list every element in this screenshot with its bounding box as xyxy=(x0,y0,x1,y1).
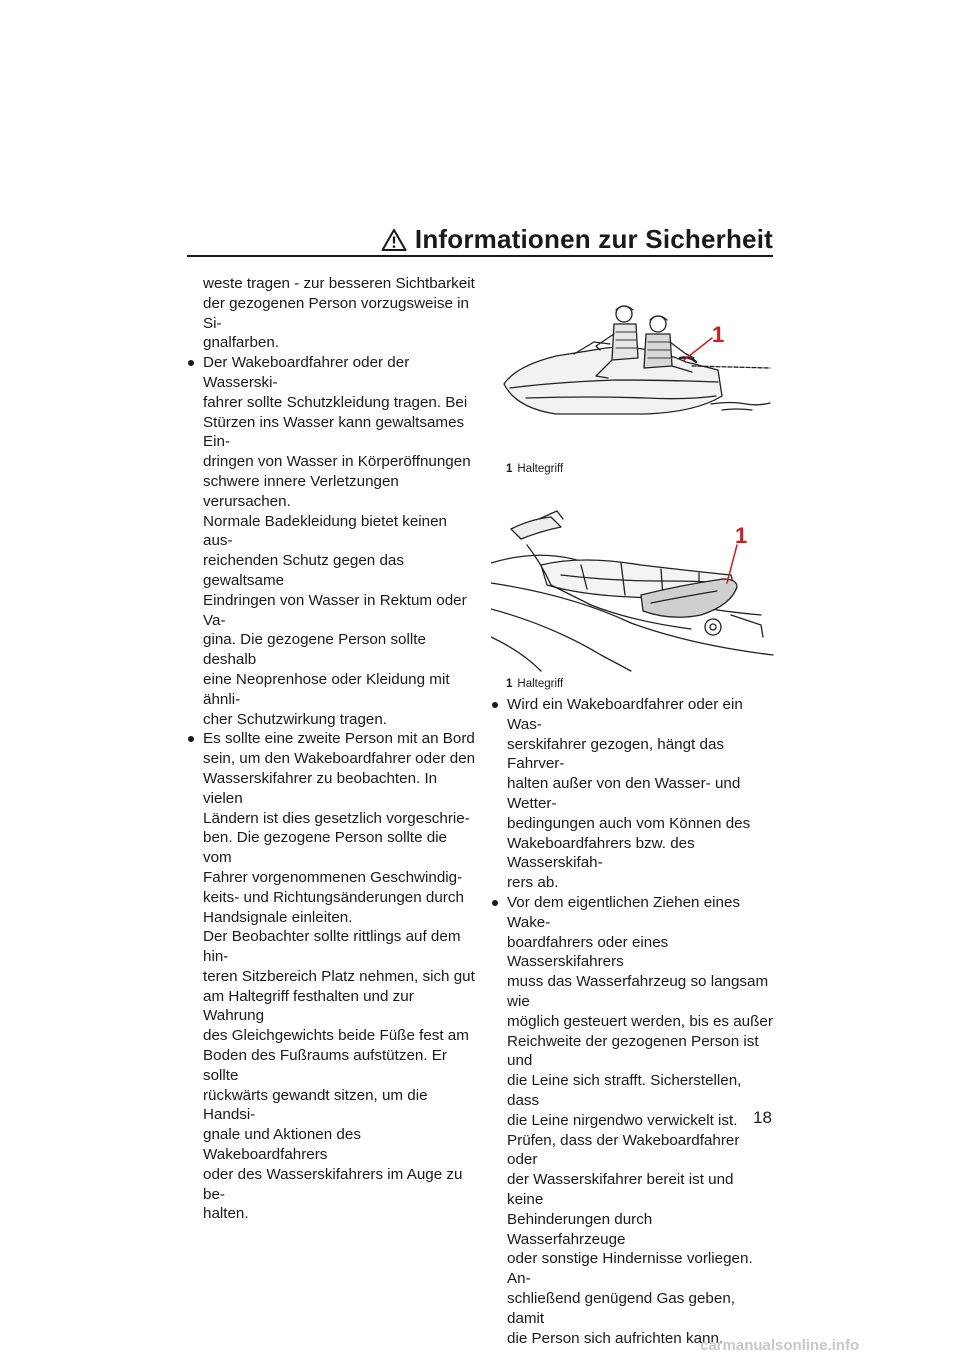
text-line: schließend genügend Gas geben, damit xyxy=(507,1289,735,1327)
text-line: die Leine nirgendwo verwickelt ist. xyxy=(507,1111,738,1129)
watermark: carmanualsonline.info xyxy=(700,1337,860,1354)
bullet-before-towing xyxy=(491,893,773,1348)
text-line: fahrer sollte Schutzkleidung tragen. Bei xyxy=(203,393,468,411)
text-line: halten außer von den Wasser- und Wetter- xyxy=(507,775,741,812)
text-line: boardfahrers oder eines Wasserskifahrers xyxy=(507,933,669,971)
text-line: rers ab. xyxy=(507,874,559,892)
text-line: möglich gesteuert werden, bis es außer xyxy=(507,1012,773,1030)
text-line: Ländern ist dies gesetzlich vorgeschrie- xyxy=(203,809,470,827)
text-line: Es sollte eine zweite Person mit an Bord xyxy=(203,730,475,748)
figure1-caption xyxy=(506,462,563,476)
bullet-towing-behavior xyxy=(491,695,773,893)
text-line: Behinderungen durch Wasserfahrzeuge xyxy=(507,1210,653,1248)
caption-text: Haltegriff xyxy=(517,678,564,690)
text-line: oder des Wasserskifahrers im Auge zu be- xyxy=(203,1165,463,1203)
text-line: Stürzen ins Wasser kann gewaltsames Ein- xyxy=(203,413,465,451)
text-line: schwere innere Verletzungen verursachen. xyxy=(203,472,399,510)
text-line: Der Beobachter sollte rittlings auf dem hin- xyxy=(203,928,461,966)
text-line: der Wasserskifahrer bereit ist und keine xyxy=(507,1171,734,1208)
text-line: gnalfarben. xyxy=(203,334,279,352)
text-line: oder sonstige Hindernisse vorliegen. An- xyxy=(507,1250,753,1288)
left-column xyxy=(187,274,479,1224)
text-line: teren Sitzbereich Platz nehmen, sich gut xyxy=(203,967,475,985)
text-line: Handsignale einleiten. xyxy=(203,908,353,926)
text-line: Boden des Fußraums aufstützen. Er sollte xyxy=(203,1047,447,1084)
bullet-dot-icon xyxy=(492,702,498,708)
text-line: Eindringen von Wasser in Rektum oder Va- xyxy=(203,591,467,629)
header-title-text: Informationen zur Sicherheit xyxy=(414,224,773,254)
text-line: serskifahrer gezogen, hängt das Fahrver- xyxy=(507,735,724,773)
before-towing-subparagraph xyxy=(507,1131,773,1349)
figure-riders-watercraft xyxy=(496,296,774,424)
caption-number: 1 xyxy=(506,678,513,690)
caption-text: Haltegriff xyxy=(517,463,564,475)
bullet-protective-clothing xyxy=(187,353,479,729)
text-line: cher Schutzwirkung tragen. xyxy=(203,710,388,728)
watercraft-riders-illustration xyxy=(496,296,774,424)
figure2-callout: 1 xyxy=(735,523,748,548)
bullet-observer xyxy=(187,729,479,1224)
text-line: bedingungen auch vom Können des xyxy=(507,814,751,832)
figure-seat-handle xyxy=(491,505,774,673)
text-line: Fahrer vorgenommenen Geschwindig- xyxy=(203,868,463,886)
text-line: der gezogenen Person vorzugsweise in Si- xyxy=(203,294,469,332)
text-line: keits- und Richtungsänderungen durch xyxy=(203,888,464,906)
text-line: Der Wakeboardfahrer oder der Wasserski- xyxy=(203,354,410,391)
text-line: weste tragen - zur besseren Sichtbarkeit xyxy=(203,275,475,292)
figure1-callout: 1 xyxy=(712,322,725,347)
bullet-dot-icon xyxy=(188,736,194,742)
header-rule xyxy=(187,255,773,257)
text-line: rückwärts gewandt sitzen, um die Handsi- xyxy=(203,1086,428,1124)
text-line: Wakeboardfahrers bzw. des Wasserskifah- xyxy=(507,834,695,872)
text-line: muss das Wasserfahrzeug so langsam wie xyxy=(507,973,769,1010)
text-line: gina. Die gezogene Person sollte deshalb xyxy=(203,631,426,669)
page-number: 18 xyxy=(753,1108,772,1127)
text-line: Wasserskifahrer zu beobachten. In vielen xyxy=(203,769,438,807)
text-line: des Gleichgewichts beide Füße fest am xyxy=(203,1027,469,1045)
text-line: die Leine sich strafft. Sicherstellen, dass xyxy=(507,1072,742,1109)
text-line: Wird ein Wakeboardfahrer oder ein Was- xyxy=(507,696,743,733)
seat-grip-illustration xyxy=(491,505,774,673)
text-line: Vor dem eigentlichen Ziehen eines Wake- xyxy=(507,893,741,931)
text-line: sein, um den Wakeboardfahrer oder den xyxy=(203,750,476,768)
text-line: Normale Badekleidung bietet keinen aus- xyxy=(203,512,448,550)
text-line: gnale und Aktionen des Wakeboardfahrers xyxy=(203,1126,361,1164)
text-line: am Haltegriff festhalten und zur Wahrung xyxy=(203,987,414,1025)
text-line: halten. xyxy=(203,1205,249,1223)
text-line: reichenden Schutz gegen das gewaltsame xyxy=(203,552,404,589)
header-title xyxy=(381,224,773,255)
observer-subparagraph xyxy=(203,927,479,1224)
caption-number: 1 xyxy=(506,463,513,475)
text-line: Reichweite der gezogenen Person ist und xyxy=(507,1032,759,1070)
text-line: ben. Die gezogene Person sollte die vom xyxy=(203,829,448,867)
warning-triangle-icon xyxy=(381,228,407,252)
bullet-dot-icon xyxy=(188,360,194,366)
text-line: die Person sich aufrichten kann. xyxy=(507,1329,724,1347)
bullet-dot-icon xyxy=(492,900,498,906)
page-header xyxy=(187,224,773,258)
text-line: dringen von Wasser in Körperöffnungen xyxy=(203,453,471,471)
right-column xyxy=(491,695,773,1348)
continuation-paragraph xyxy=(187,274,479,353)
figure2-caption xyxy=(506,677,563,691)
text-line: Prüfen, dass der Wakeboardfahrer oder xyxy=(507,1131,740,1169)
text-line: eine Neoprenhose oder Kleidung mit ähnli- xyxy=(203,670,450,708)
